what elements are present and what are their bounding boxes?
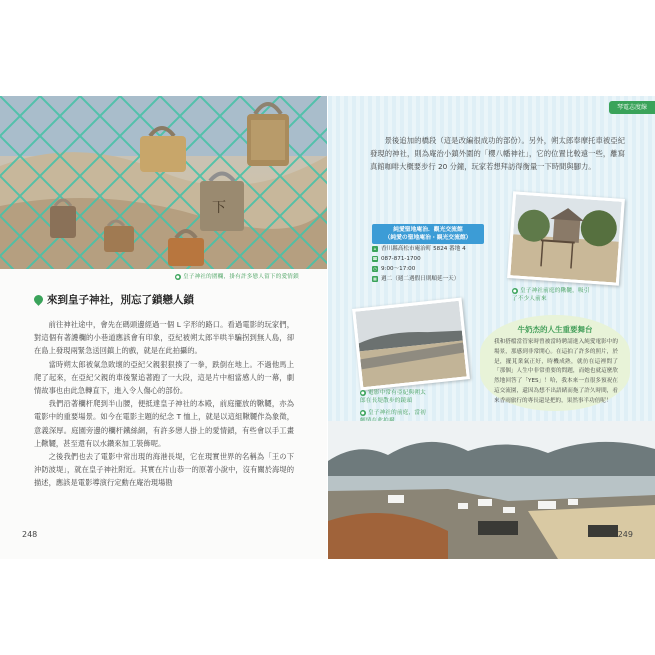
harbor-photo: [328, 421, 655, 559]
life-story-box: [480, 315, 630, 411]
info-phone: ☎ 087-871-1700: [372, 255, 421, 262]
beach-caption-1: ● 電影中常有亞紀與朔太郎在長堤散步的鏡頭: [360, 389, 426, 404]
life-story-title: 牛奶杰的人生重要舞台: [517, 325, 593, 334]
left-body-text: [34, 318, 294, 490]
svg-text:下: 下: [212, 200, 226, 216]
book-spread: [0, 96, 655, 559]
right-page: [328, 96, 655, 559]
location-pin-icon: [32, 293, 45, 306]
chapter-tab: 琴電志度線: [609, 101, 655, 114]
calendar-icon: ▦: [373, 275, 377, 281]
address-icon: ⌂: [373, 245, 377, 251]
info-address: ⌂ 香川縣高松市庵治町 5824 番地 4: [373, 245, 466, 252]
page-number-right: 249: [617, 530, 633, 539]
map-pin-icon: ●: [361, 389, 365, 395]
info-title: 純愛聖地庵治．觀光交流館 （純愛の聖地庵治・観光交流館）: [372, 224, 484, 244]
map-pin-icon: ●: [361, 409, 365, 415]
phone-icon: ☎: [372, 255, 378, 261]
shrine-caption: ● 皇子神社前庭的鞦韆，吸引了不少人前來: [512, 287, 590, 302]
map-pin-icon: ●: [513, 287, 517, 293]
clock-icon: ◷: [373, 265, 377, 271]
info-closed: ▦ 週二（週二遇假日則順延一天）: [373, 275, 460, 282]
page-number-left: 248: [22, 530, 38, 539]
section-heading: 來到皇子神社，別忘了鎖戀人鎖: [34, 292, 194, 307]
locks-photo-caption: ● 皇子神社的圍欄，掛有許多戀人留下的愛情鎖: [176, 273, 299, 280]
map-pin-icon: ●: [176, 273, 180, 279]
paragraph: 我們沿著欄杆爬到半山腰，便抵達皇子神社的本殿，前庭擺放的鞦韆，亦為電影中的重要場景。如今在電影主題的紀念 T 恤上，就是以這組鞦韆作為象徵，意義深厚。庭園旁邊的欄杆鐵絲網，有許多戀人掛上的愛情鎖，有些會以手工畫上鞦韆，甚至還有以水鑽來加工裝飾呢。: [34, 399, 294, 448]
info-hours: ◷ 9:00～17:00: [373, 265, 416, 272]
paragraph: 之後我們也去了電影中常出現的海港長堤，它在現實世界的名稱為「王の下沖防波堤」，就在皇子神社附近。其實在片山恭一的原著小說中，沒有關於海堤的描述，應該是電影導演行定勳在庵治現場勘: [34, 452, 294, 488]
info-box: [372, 224, 484, 292]
beach-caption-2: ● 皇子神社的前庭，當初: [361, 409, 426, 416]
love-locks-photo: [0, 96, 327, 269]
left-page: [0, 96, 327, 559]
right-body-text: 景後追加的橋段（這是改編很成功的部份）。另外，朔太郎奉摩托車被亞紀發現的神社，則為庵治小鎮外圍的「櫻八幡神社」，它的位置比較遠一些，離寫真館咖啡大概要步行 20 分鐘，玩家若想拜訪得衡量一下時間與腳力。: [370, 136, 625, 172]
paragraph: 前往神社途中，會先在碼頭邊經過一個 L 字形的路口。看過電影的玩家們，對這個有著護欄的小巷道應該會有印象，亞紀被朔太郎半哄半騙拐到無人島，卻在島上發現兩緊急送回鎮上的戲，就是在此拍攝的。: [34, 320, 294, 356]
life-story-text: 我和搭檔當管家時曾被當時聘請進入純愛電影中的場景，那感到非常開心。在這拍了許多的照片，於是，擺莧業氣正好，時機成熟，就彷在這裡問了「那個」人生中非常重要的問題，而她也就這麼欣然地回答了「YES」！哈，我本來一直很多預祝在這交流園，還因為想不出語緒而拖了許久時間，看來香雨旅行的專長還是把的，果然事半功倍呢！: [494, 339, 618, 404]
shrine-photo: [507, 191, 625, 286]
beach-photo: [352, 297, 470, 390]
paragraph: 當時朔太郎被氣急敗壞的亞紀父親狠狠揍了一拳，跌倒在地上。不過他馬上爬了起來，在亞紀父親的車後緊追著跑了一大段，這是片中相當感人的一幕，劇情故事也由此急轉直下，進入令人傷心的部份。: [34, 359, 294, 396]
